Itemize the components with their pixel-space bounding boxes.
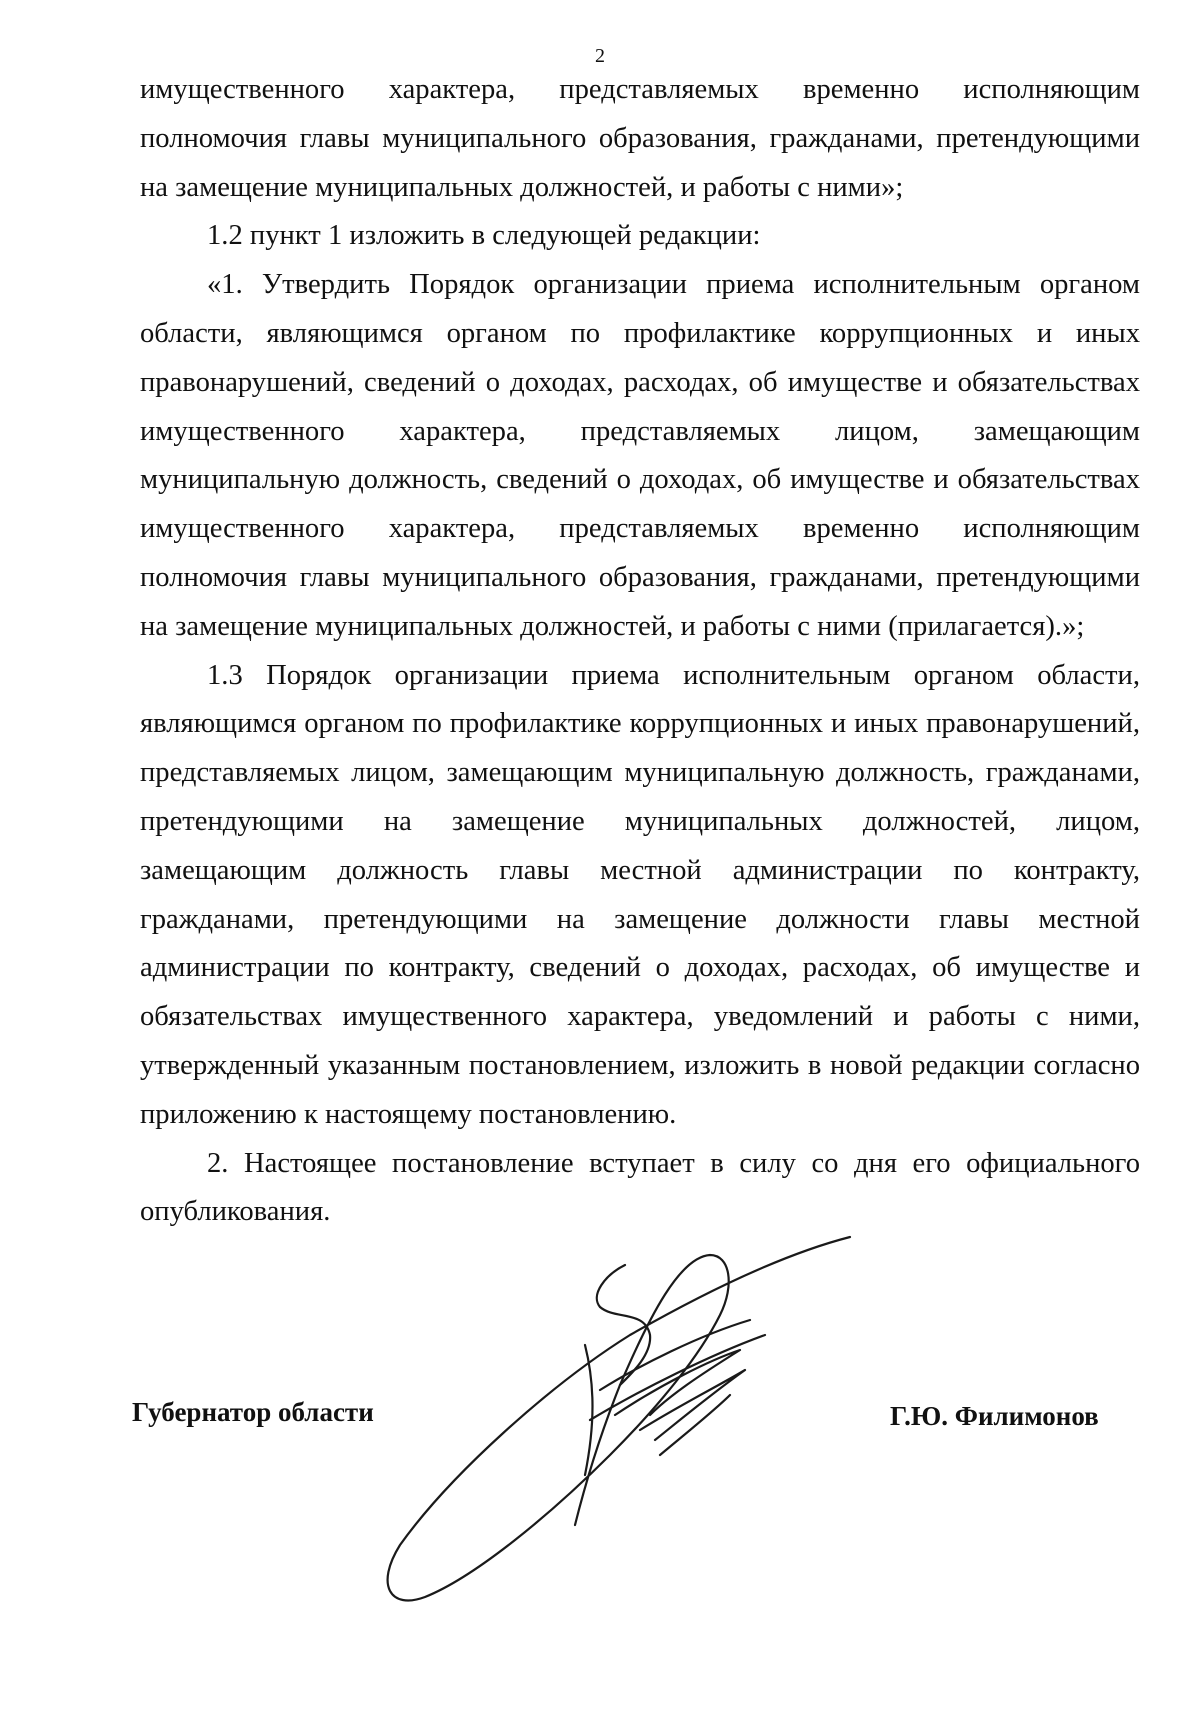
page-number: 2 — [595, 45, 605, 67]
document-body — [140, 66, 1140, 1237]
signature-row — [0, 1392, 1200, 1432]
paragraph-item-2: 2. Настоящее постановление вступает в силу со дня его официального опубликования. — [140, 1147, 1140, 1228]
paragraph-item-1-text: «1. Утвердить Порядок организации приема исполнительным органом области, являющимся органом по профилактике коррупционных и иных правонарушений, сведений о доходах, расходах, об имуществе и обязательствах имущественного характера, представляемых лицом, замещающим муниципальную должность, сведений о доходах, об имуществе и обязательствах имущественного характера, представляемых временно исполняющим полномочия главы муниципального образования, гражданами, претендующими на замещение муниципальных должностей, и работы с ними (прилагается).»; — [140, 269, 1140, 642]
paragraph-continuation: имущественного характера, представляемых временно исполняющим полномочия главы муниципального образования, гражданами, претендующими на замещение муниципальных должностей, и работы с ними»; — [140, 74, 1140, 203]
paragraph-item-1-3: 1.3 Порядок организации приема исполнительным органом области, являющимся органом по профилактике коррупционных и иных правонарушений, представляемых лицом, замещающим муниципальную должность, гражданами, претендующими на замещение муниципальных должностей, лицом, замещающим должность главы местной администрации по контракту, гражданами, претендующими на замещение должности главы местной администрации по контракту, сведений о доходах, расходах, об имуществе и обязательствах имущественного характера, уведомлений и работы с ними, утвержденный указанным постановлением, изложить в новой редакции согласно приложению к настоящему постановлению. — [140, 659, 1140, 1130]
paragraph-item-1-2: 1.2 пункт 1 изложить в следующей редакции: — [207, 220, 761, 252]
signatory-position: Губернатор области — [132, 1397, 374, 1427]
signatory-name: Г.Ю. Филимонов — [890, 1401, 1099, 1431]
